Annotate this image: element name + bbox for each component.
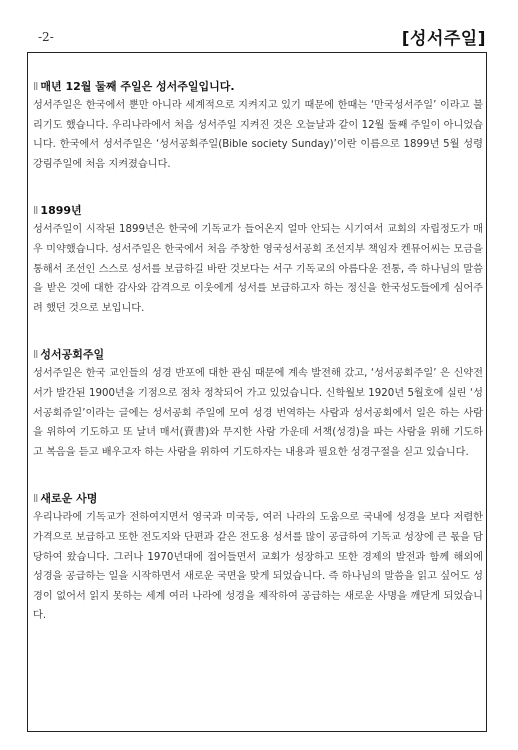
section-heading bbox=[33, 202, 483, 219]
section-paragraph: 성서주일이 시작된 1899년은 한국에 기독교가 들어온지 얼마 안되는 시기여서 교회의 자립정도가 매우 미약했습니다. 성서주일은 한국에서 처음 주창한 영국성서공회 조선지부 책임자 켄뮤어씨는 모금을 통해서 조선인 스스로 성서를 보급하길 바란 것보다는 서구 기독교의 아름다운 전통, 즉 하나님의 말씀을 받은 것에 대한 감사와 감격으로 이웃에게 성서를 보급하고자 하는 정신을 한국성도들에게 심어주려 했던 것으로 보입니다. bbox=[33, 224, 483, 314]
section-heading-text: 매년 12월 둘째 주일은 성서주일입니다. bbox=[40, 80, 235, 93]
section-paragraph: 성서주일은 한국에서 뿐만 아니라 세계적으로 지켜지고 있기 때문에 한때는 ‘만국성서주일’ 이라고 불리기도 했습니다. 우리나라에서 처음 성서주일 지켜진 것은 오늘날과 같이 12월 둘째 주일이 아니었습니다. 한국에서 성서주일은 ‘성서공회주일(Bible society Sunday)’이란 이름으로 1899년 5월 성령강림주일에 처음 지켜졌습니다. bbox=[33, 100, 483, 170]
section-bullet-icon: Ⅱ bbox=[33, 80, 39, 93]
section-bible-society-sunday bbox=[33, 346, 483, 462]
section-heading bbox=[33, 346, 483, 363]
section-heading bbox=[33, 78, 483, 95]
section-bullet-icon: Ⅱ bbox=[33, 204, 39, 218]
section-new-mission bbox=[33, 490, 483, 626]
section-paragraph: 우리나라에 기독교가 전하여지면서 영국과 미국등, 여러 나라의 도움으로 국내에 성경을 보다 저렴한 가격으로 보급하고 또한 전도지와 단편과 같은 전도용 성서를 많이 공급하여 기독교 성장에 큰 몫을 담당하여 왔습니다. 그러나 1970년대에 접어들면서 교회가 성장하고 또한 경제의 발전과 함께 해외에 성경을 공급하는 일을 시작하면서 새로운 국면을 맞게 되었습니다. 즉 하나님의 말씀을 읽고 싶어도 성경이 없어서 읽지 못하는 세계 여러 나라에 성경을 제작하여 공급하는 새로운 사명을 깨닫게 되었습니다. bbox=[33, 512, 483, 622]
section-heading-text: 성서공회주일 bbox=[40, 348, 105, 362]
section-paragraph: 성서주일은 한국 교인들의 성경 반포에 대한 관심 때문에 계속 발전해 갔고, ‘성서공회주일’ 은 신약전서가 발간된 1900년을 기점으로 점차 정착되어 가고 있었습니다. 신학월보 1920년 5월호에 실린 ‘성서공회쥬일’이라는 글에는 성서공회 주일에 모여 성경 번역하는 사람과 성서공회에서 일은 하는 사람을 위하여 기도하고 또 날녀 매서(賣書)와 무지한 사람 가운데 서책(성경)을 파는 사람을 위해 기도하고 복음을 듣고 배우고자 하는 사람을 위하여 기도하자는 내용과 필요한 성경구절을 싣고 있습니다. bbox=[33, 368, 483, 458]
document-body bbox=[33, 78, 483, 654]
section-heading-text: 1899년 bbox=[40, 204, 82, 218]
section-bullet-icon: Ⅱ bbox=[33, 492, 39, 506]
section-bullet-icon: Ⅱ bbox=[33, 348, 39, 362]
section-december-bible-sunday bbox=[33, 78, 483, 174]
section-heading bbox=[33, 490, 483, 507]
page-number: -2- bbox=[38, 30, 54, 44]
document-title: [성서주일] bbox=[401, 29, 486, 49]
section-1899 bbox=[33, 202, 483, 318]
section-heading-text: 새로운 사명 bbox=[40, 492, 98, 506]
